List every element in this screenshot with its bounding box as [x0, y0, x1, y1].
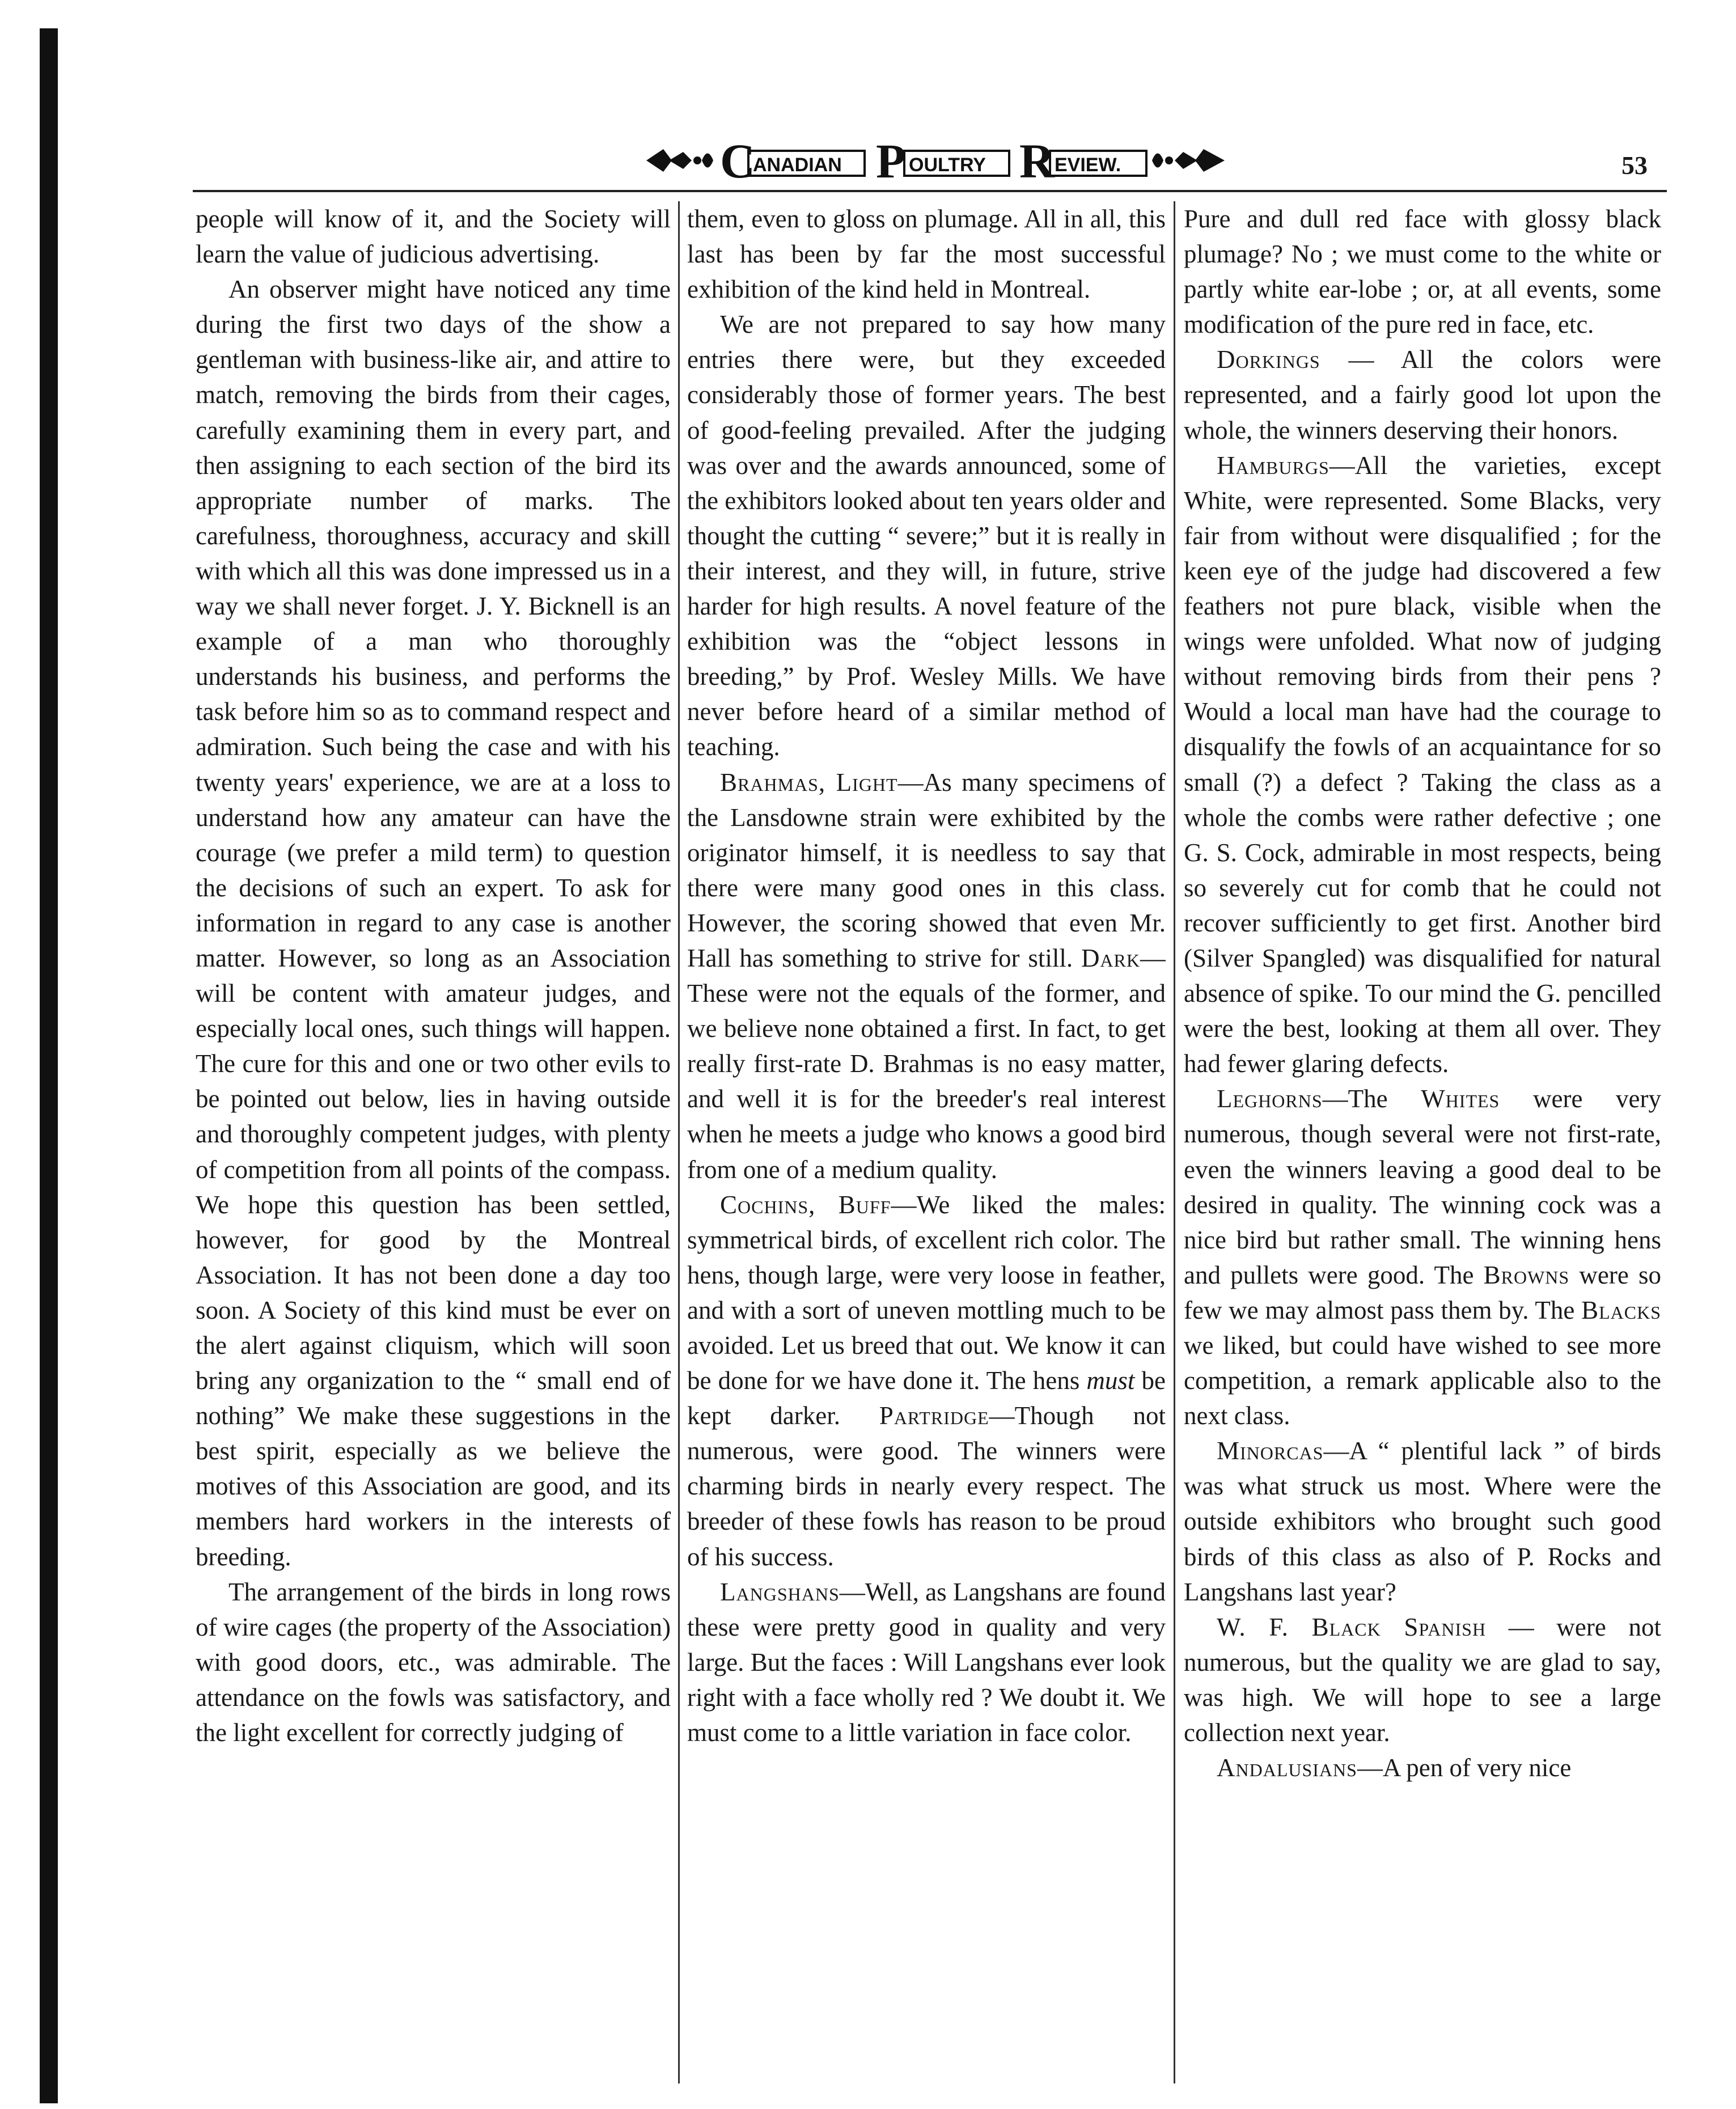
left-ornament-icon — [646, 149, 713, 172]
subsection-heading: Partridge — [879, 1401, 989, 1430]
column-divider-2 — [1174, 201, 1175, 2083]
svg-text:P: P — [876, 135, 906, 186]
binding-strip — [40, 28, 58, 2103]
section-heading: Leghorns — [1217, 1085, 1323, 1113]
paragraph — [1184, 1750, 1661, 1785]
paragraph-text: —As many specimens of the Lansdowne strain were exhibited by the originator himself, it is needless to say that there were many good ones in this class. However, the scoring showed that even Mr. Hall has something to strive for still. — [687, 768, 1166, 972]
section-heading: Cochins, Buff — [720, 1190, 891, 1219]
section-heading: Andalusians — [1217, 1754, 1357, 1782]
section-heading: W. F. Black Spanish — [1217, 1612, 1487, 1641]
masthead-logo — [641, 135, 1230, 186]
paragraph — [687, 765, 1166, 1187]
paragraph: An observer might have noticed any time during the first two days of the show a gentleman with business-like air, and attire to match, removing the birds from their cages, carefully examining them in every part, and then assigning to each section of the bird its appropriate number of marks. The carefulness, thoroughness, accuracy and skill with which all this was done impressed us in a way we shall never forget. J. Y. Bicknell is an example of a man who thoroughly understands his business, and performs the task before him so as to command respect and admiration. Such being the case and with his twenty years' experience, we are at a loss to understand how any amateur can have the courage (we prefer a mild term) to question the decisions of such an expert. To ask for information in regard to any case is another matter. However, so long as an Association will be content with amateur judges, and especially local ones, such things will happen. The cure for this and one or two other evils to be pointed out below, lies in having outside and thoroughly competent judges, with plenty of competition from all points of the compass. We hope this question has been settled, however, for good by the Montreal Association. It has not been done a day too soon. A Society of this kind must be ever on the alert against cliquism, which will soon bring any organization to the “ small end of nothing” We make these suggestions in the best spirit, especially as we believe the motives of this Association are good, and its members hard workers in the interests of breeding. — [196, 275, 671, 1571]
column-divider-1 — [678, 201, 680, 2083]
paragraph-text: — All the colors were represented, and a fairly good lot upon the whole, the winners deserving their honors. — [1184, 345, 1661, 444]
paragraph-text: be kept darker. — [687, 1366, 1166, 1430]
page-number: 53 — [1621, 151, 1648, 180]
header-divider — [193, 190, 1667, 192]
section-heading: Langshans — [720, 1577, 840, 1606]
column-2 — [687, 201, 1166, 2083]
masthead-word-2: OULTRY — [909, 154, 986, 176]
subsection-heading: Whites — [1421, 1085, 1500, 1113]
column-3 — [1184, 201, 1661, 2083]
paragraph-text: —All the varieties, except White, were represented. Some Blacks, very fair from without were disqualified ; for the keen eye of the judge had discovered a few feathers not pure black, visible when the wings were unfolded. What now of judging without removing birds from their pens ? Would a local man have had the courage to disqualify the fowls of an acquaintance for so small (?) a defect ? Taking the class as a whole the combs were rather defective ; one G. S. Cock, admirable in most respects, being so severely cut for comb that he could not recover sufficiently to get first. Another bird (Silver Spangled) was disqualified for natural absence of spike. To our mind the G. pencilled were the best, looking at them all over. They had fewer glaring defects. — [1184, 451, 1661, 1078]
svg-text:R: R — [1019, 135, 1055, 186]
subsection-heading: Dark — [1081, 943, 1140, 972]
paragraph-text: —Though not numerous, were good. The winners were charming birds in nearly every respect. The breeder of these fowls has reason to be proud of his success. — [687, 1401, 1166, 1571]
emphasis: must — [1086, 1366, 1135, 1395]
paragraph — [1184, 342, 1661, 447]
paragraph-text: — were not numerous, but the quality we are glad to say, was high. We will hope to see a large collection next year. — [1184, 1612, 1661, 1747]
paragraph: The arrangement of the birds in long rows of wire cages (the property of the Association) with good doors, etc., was admirable. The attendance on the fowls was satisfactory, and the light excellent for correctly judging of — [196, 1577, 671, 1747]
paragraph-text: —A pen of very nice — [1357, 1754, 1572, 1782]
paragraph-text: —A “ plentiful lack ” of birds was what struck us most. Where were the outside exhibitors who brought such good birds of this class as also of P. Rocks and Langshans last year? — [1184, 1437, 1661, 1606]
paragraph-text: —Well, as Langshans are found these were pretty good in quality and very large. But the faces : Will Langshans ever look right with a face wholly red ? We doubt it. We must come to a little variation in face color. — [687, 1577, 1166, 1747]
paragraph: We are not prepared to say how many entries there were, but they exceeded considerably those of former years. The best of good-feeling prevailed. After the judging was over and the awards announced, some of the exhibitors looked about ten years older and thought the cutting “ severe;” but it is really in their interest, and they will, in future, strive harder for high results. A novel feature of the exhibition was the “object lessons in breeding,” by Prof. Wesley Mills. We have never before heard of a similar method of teaching. — [687, 310, 1166, 761]
section-heading: Brahmas, Light — [720, 768, 898, 797]
paragraph — [1184, 1081, 1661, 1433]
paragraph-text: —These were not the equals of the former, and we believe none obtained a first. In fact, to get really first-rate D. Brahmas is no easy matter, and well it is for the breeder's real interest when he meets a judge who knows a good bird from one of a medium quality. — [687, 943, 1166, 1184]
section-heading: Dorkings — [1217, 345, 1320, 374]
paragraph — [687, 1574, 1166, 1750]
paragraph: Pure and dull red face with glossy black plumage? No ; we must come to the white or partly white ear-lobe ; or, at all events, some modification of the pure red in face, etc. — [1184, 205, 1661, 339]
section-heading: Minorcas — [1217, 1437, 1324, 1466]
paragraph — [1184, 1433, 1661, 1609]
column-1 — [196, 201, 671, 2083]
paragraph — [1184, 1610, 1661, 1750]
svg-text:C: C — [720, 135, 756, 186]
paragraph — [1184, 448, 1661, 1082]
masthead-word-3: EVIEW. — [1055, 154, 1121, 176]
paragraph-text: were so few we may almost pass them by. The — [1184, 1260, 1661, 1324]
masthead — [641, 135, 1230, 186]
paragraph — [687, 1187, 1166, 1574]
paragraph: them, even to gloss on plumage. All in all, this last has been by far the most successful exhibition of the kind held in Montreal. — [687, 205, 1166, 304]
paragraph-text: —The — [1322, 1085, 1421, 1113]
subsection-heading: Blacks — [1581, 1295, 1661, 1324]
masthead-word-1: ANADIAN — [753, 154, 842, 176]
paragraph-text: —We liked the males: symmetrical birds, of excellent rich color. The hens, though large, were very loose in feather, and with a sort of uneven mottling much to be avoided. Let us breed that out. We know it can be done for we have done it. The hens — [687, 1190, 1166, 1395]
paragraph-text: were very numerous, though several were not first-rate, even the winners leaving a good deal to be desired in quality. The winning cock was a nice bird but rather small. The winning hens and pullets were good. The — [1184, 1085, 1661, 1289]
section-heading: Hamburgs — [1217, 451, 1329, 480]
subsection-heading: Browns — [1483, 1260, 1570, 1289]
paragraph: people will know of it, and the Society will learn the value of judicious advertising. — [196, 205, 671, 269]
paragraph-text: we liked, but could have wished to see more competition, a remark applicable also to the next class. — [1184, 1331, 1661, 1430]
right-ornament-icon — [1152, 149, 1225, 172]
